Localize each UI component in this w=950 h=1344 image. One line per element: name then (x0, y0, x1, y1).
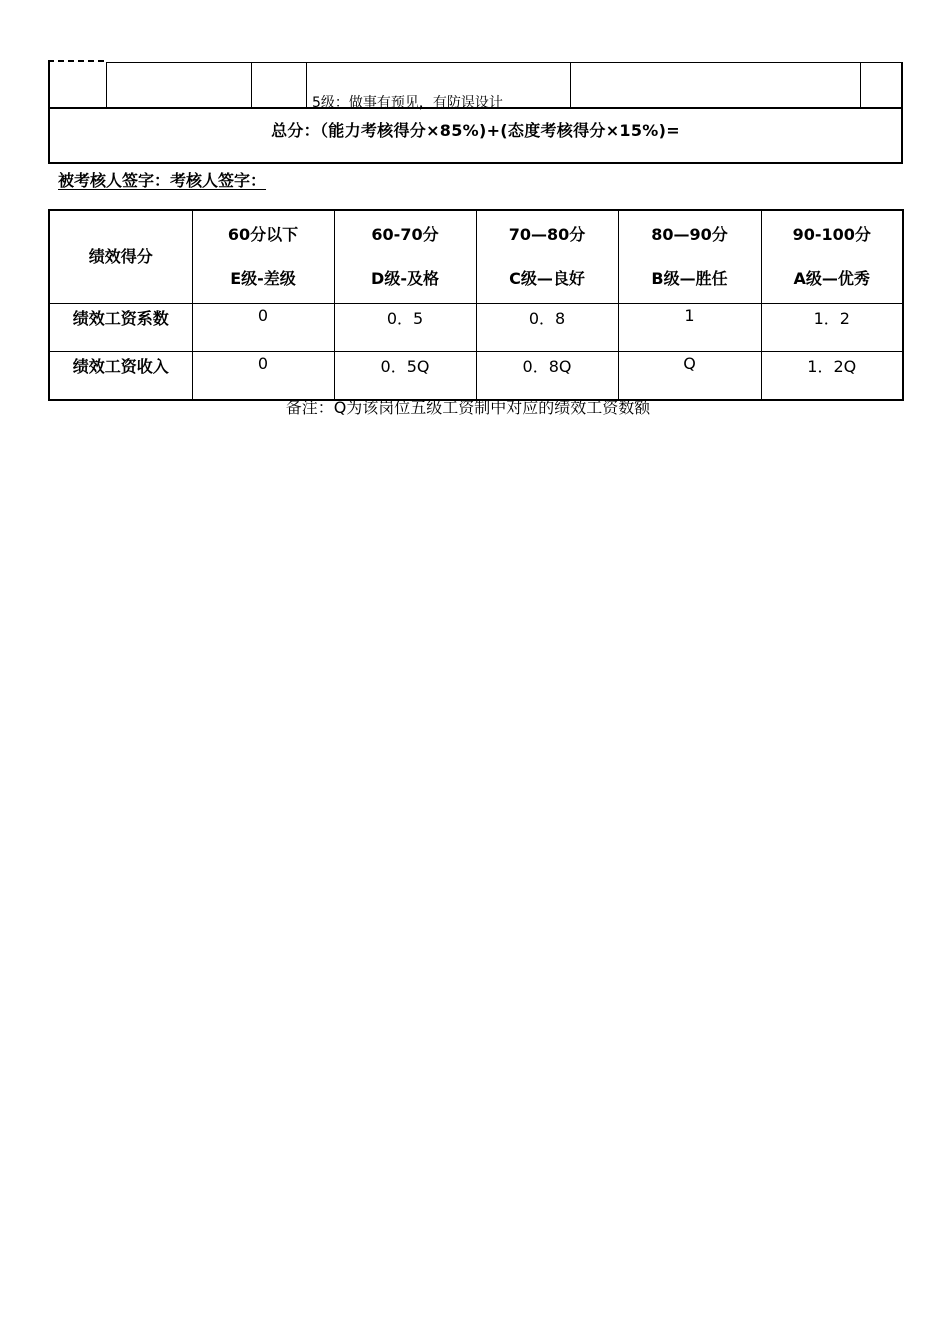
score-range: 90-100分 (792, 225, 871, 244)
row-label-income: 绩效工资收入 (49, 352, 192, 401)
column-divider (251, 62, 252, 109)
row-label-score: 绩效得分 (49, 210, 192, 304)
table-row (49, 352, 903, 401)
grade-name: A级—优秀 (793, 269, 870, 288)
column-header (476, 210, 618, 304)
coefficient-cell: 1．2 (761, 304, 903, 352)
grade-name: C级—良好 (509, 269, 585, 288)
assessment-item-row (50, 62, 901, 109)
income-cell: 0．8Q (476, 352, 618, 401)
coefficient-cell: 0 (192, 304, 334, 352)
score-range: 60分以下 (227, 225, 299, 244)
income-cell: 0 (192, 352, 334, 401)
income-cell: 1．2Q (761, 352, 903, 401)
page-break-marker (48, 60, 104, 62)
table-note: 备注：Q为该岗位五级工资制中对应的绩效工资数额 (285, 398, 651, 417)
table-row (49, 210, 903, 304)
column-header (761, 210, 903, 304)
row-label-coefficient: 绩效工资系数 (49, 304, 192, 352)
total-score-formula: 总分：（能力考核得分×85%)+(态度考核得分×15%)= (271, 121, 680, 140)
row-top-border (106, 62, 901, 63)
column-divider (860, 62, 861, 109)
score-range: 80—90分 (651, 225, 728, 244)
coefficient-cell: 1 (618, 304, 761, 352)
column-header (618, 210, 761, 304)
grade-name: E级-差级 (230, 269, 296, 288)
grade-name: D级-及格 (371, 269, 439, 288)
income-cell: Q (618, 352, 761, 401)
column-header (192, 210, 334, 304)
assessment-table-continuation (48, 62, 903, 164)
grade-description: 5级：做事有预见，有防误设计 (312, 95, 503, 111)
column-divider (106, 62, 107, 109)
coefficient-cell: 0．8 (476, 304, 618, 352)
column-header (334, 210, 476, 304)
performance-grade-table (48, 209, 904, 401)
column-divider (570, 62, 571, 109)
score-range: 60-70分 (371, 225, 439, 244)
column-divider (306, 62, 307, 109)
coefficient-cell: 0．5 (334, 304, 476, 352)
grade-name: B级—胜任 (651, 269, 728, 288)
score-range: 70—80分 (508, 225, 586, 244)
signature-line: 被考核人签字：考核人签字： (58, 171, 267, 190)
table-row (49, 304, 903, 352)
income-cell: 0．5Q (334, 352, 476, 401)
